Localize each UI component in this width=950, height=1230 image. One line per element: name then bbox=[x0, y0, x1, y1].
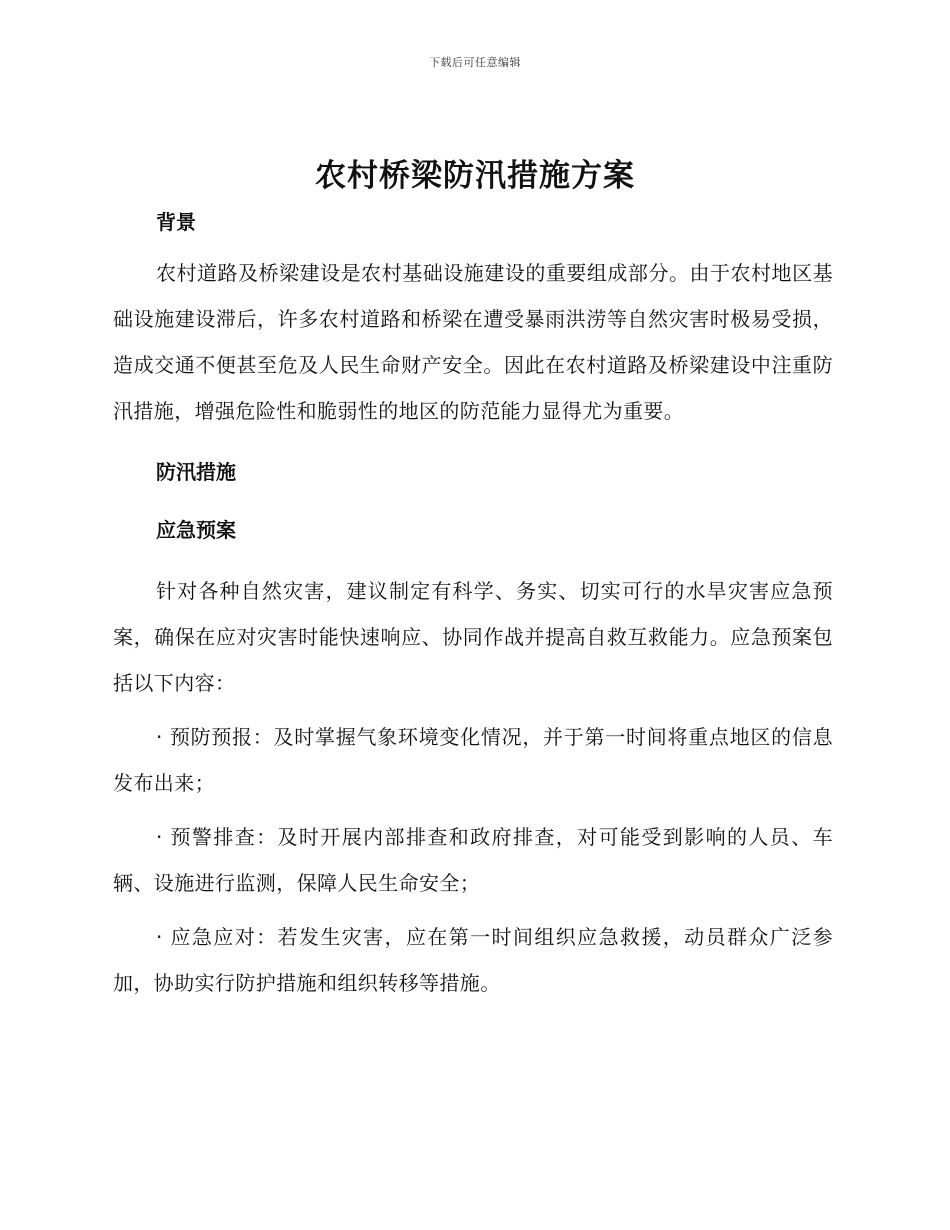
section-heading-background: 背景 bbox=[156, 210, 196, 234]
paragraph-background: 农村道路及桥梁建设是农村基础设施建设的重要组成部分。由于农村地区基础设施建设滞后，许多农村道路和桥梁在遭受暴雨洪涝等自然灾害时极易受损，造成交通不便甚至危及人民生命财产安全。因此在农村道路及桥梁建设中注重防汛措施，增强危险性和脆弱性的地区的防范能力显得尤为重要。 bbox=[113, 261, 833, 423]
document-body bbox=[113, 202, 833, 1006]
paragraph-emergency: 针对各种自然灾害，建议制定有科学、务实、切实可行的水旱灾害应急预案，确保在应对灾害时能快速响应、协同作战并提高自救互救能力。应急预案包括以下内容： bbox=[113, 579, 833, 695]
section-heading-emergency: 应急预案 bbox=[156, 518, 236, 542]
list-item: · 预防预报：及时掌握气象环境变化情况，并于第一时间将重点地区的信息发布出来； bbox=[113, 725, 833, 795]
document-title: 农村桥梁防汛措施方案 bbox=[315, 158, 635, 194]
list-item: · 应急应对：若发生灾害，应在第一时间组织应急救援，动员群众广泛参加，协助实行防护措施和组织转移等措施。 bbox=[113, 925, 833, 995]
list-item: · 预警排查：及时开展内部排查和政府排查，对可能受到影响的人员、车辆、设施进行监测，保障人民生命安全； bbox=[113, 825, 833, 895]
section-heading-measures: 防汛措施 bbox=[156, 460, 236, 484]
header-note: 下载后可任意编辑 bbox=[429, 56, 521, 69]
